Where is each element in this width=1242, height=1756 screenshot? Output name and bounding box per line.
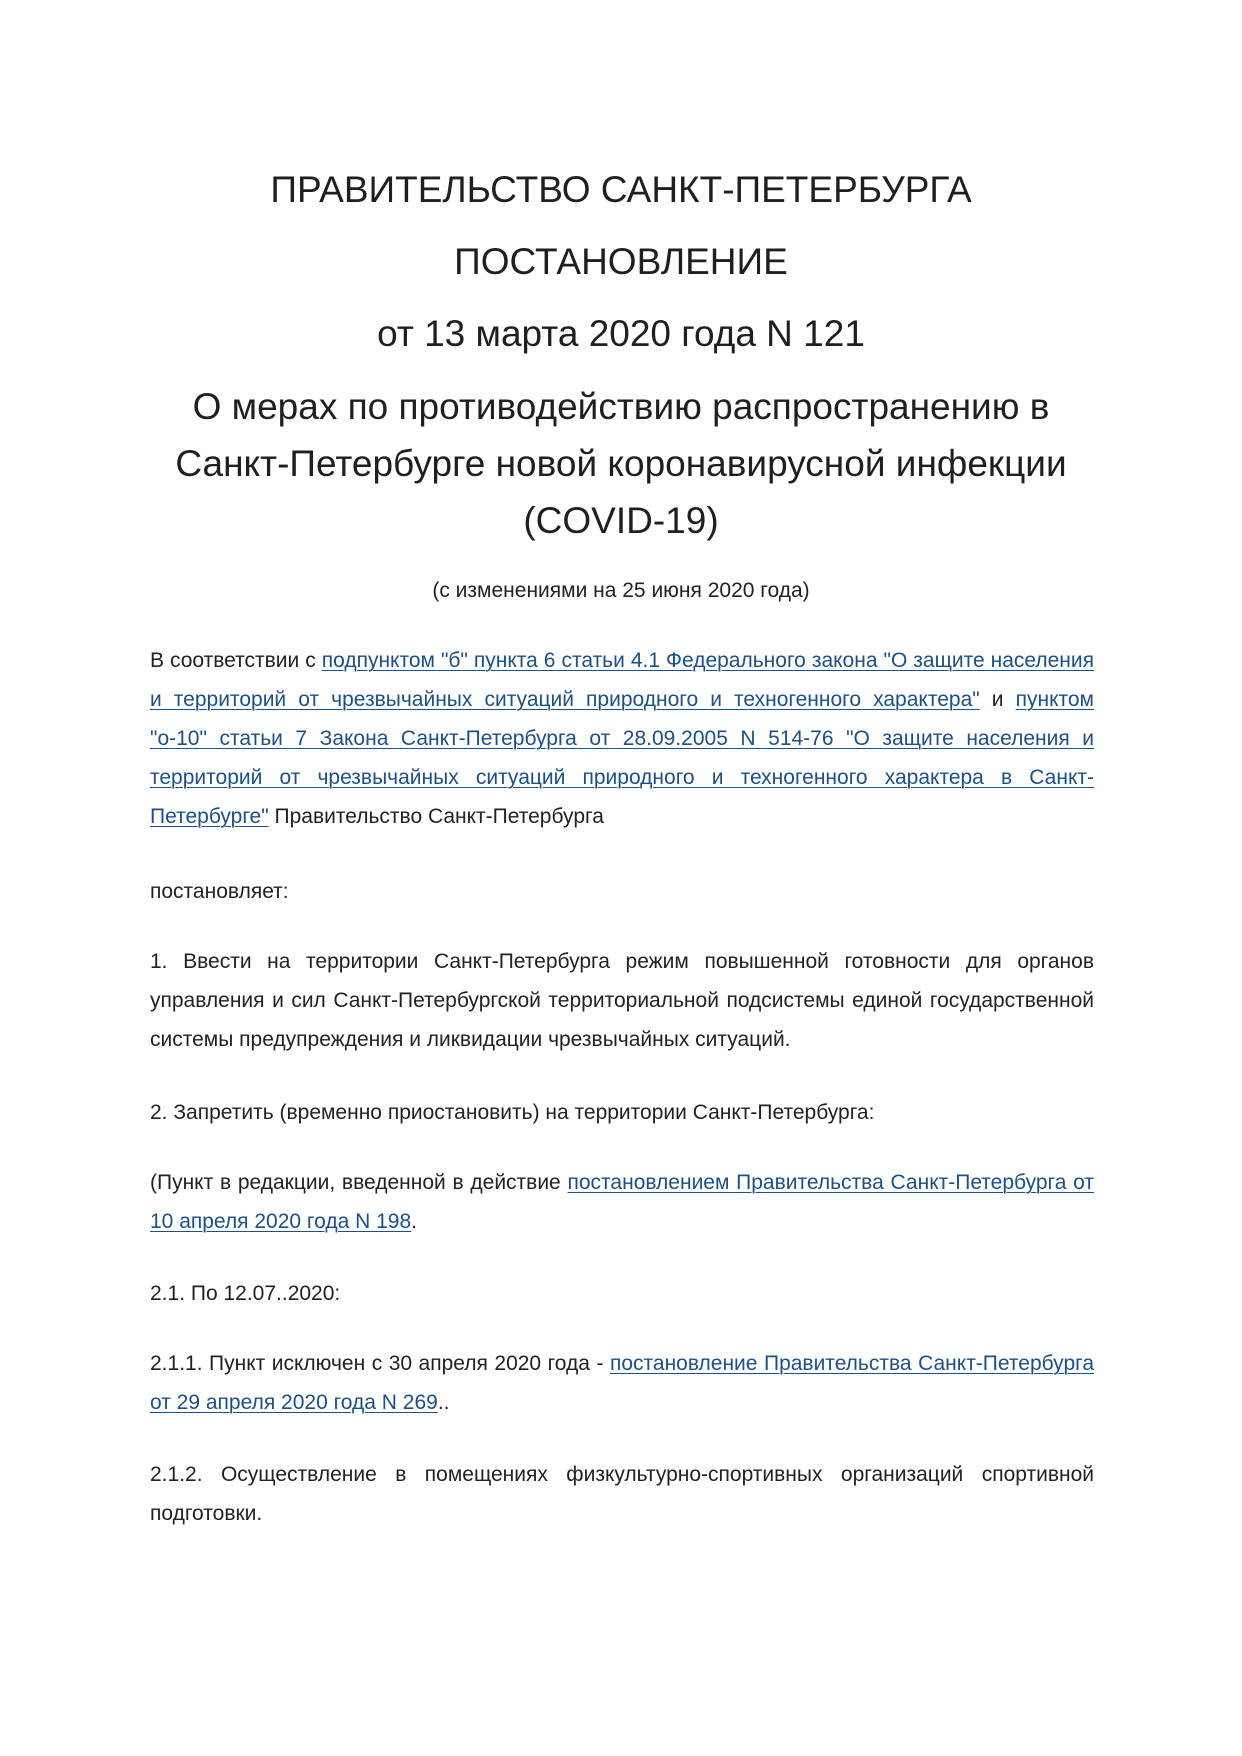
resolution-198-link[interactable]: постановлением Правительства Санкт-Петербурга от 10 апреля 2020 года N 198 bbox=[150, 1171, 1094, 1233]
note-tail: . bbox=[411, 1210, 417, 1233]
item-2-1-1-lead: 2.1.1. Пункт исключен с 30 апреля 2020 года - bbox=[150, 1352, 610, 1375]
document-title: О мерах по противодействию распространению в Санкт-Петербурге новой коронавирусной инфекции (COVID-19) bbox=[175, 386, 1067, 541]
note-lead: (Пункт в редакции, введенной в действие bbox=[150, 1171, 568, 1194]
resolves-paragraph: постановляет: bbox=[150, 880, 289, 903]
item-2-revision-note bbox=[150, 1163, 1094, 1241]
item-1-paragraph: 1. Ввести на территории Санкт-Петербурга режим повышенной готовности для органов управления и сил Санкт-Петербургской территориальной подсистемы единой государственной системы предупреждения и ликвидации чрезвычайных ситуаций. bbox=[150, 950, 1094, 1051]
item-2-1-1-paragraph bbox=[150, 1344, 1094, 1422]
document-type-heading: ПОСТАНОВЛЕНИЕ bbox=[454, 241, 788, 282]
spb-law-link[interactable]: пунктом "о-10" статьи 7 Закона Санкт-Петербурга от 28.09.2005 N 514-76 "О защите населения и территорий от чрезвычайных ситуаций природного и техногенного характера в Санкт-Петербурге" bbox=[150, 688, 1094, 828]
item-2-1-2-paragraph: 2.1.2. Осуществление в помещениях физкультурно-спортивных организаций спортивной подготовки. bbox=[150, 1463, 1094, 1525]
item-2-paragraph: 2. Запретить (временно приостановить) на территории Санкт-Петербурга: bbox=[150, 1101, 875, 1124]
item-2-1-paragraph: 2.1. По 12.07..2020: bbox=[150, 1282, 341, 1305]
organization-heading: ПРАВИТЕЛЬСТВО САНКТ-ПЕТЕРБУРГА bbox=[270, 169, 972, 210]
federal-law-link[interactable]: подпунктом "б" пункта 6 статьи 4.1 Федерального закона "О защите населения и территорий от чрезвычайных ситуаций природного и техногенного характера" bbox=[150, 649, 1095, 711]
resolution-269-link[interactable]: постановление Правительства Санкт-Петербурга от 29 апреля 2020 года N 269 bbox=[150, 1352, 1095, 1414]
intro-and: и bbox=[979, 688, 1016, 711]
item-2-1-1-tail: .. bbox=[437, 1391, 450, 1414]
intro-tail: Правительство Санкт-Петербурга bbox=[268, 805, 604, 828]
document-date-heading: от 13 марта 2020 года N 121 bbox=[377, 313, 865, 354]
intro-paragraph bbox=[150, 641, 1094, 836]
intro-lead: В соответствии с bbox=[150, 649, 322, 672]
revision-note: (с изменениями на 25 июня 2020 года) bbox=[432, 579, 810, 602]
